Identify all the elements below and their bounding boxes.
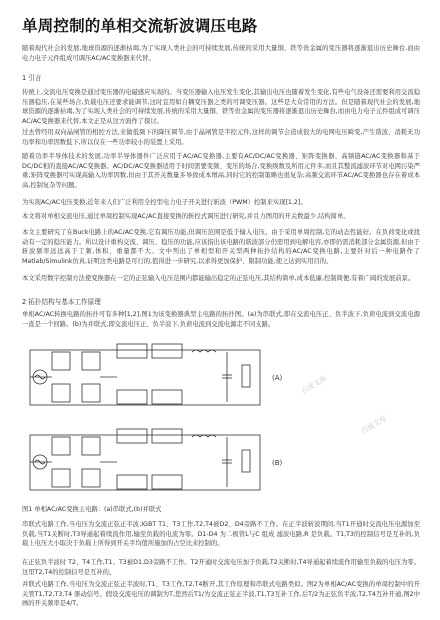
circuit-diagram (22, 330, 282, 500)
circuit-figure (22, 330, 282, 500)
paragraph-parallel-operation: 并联式电路工作,当电压为交流正弦正半波时,T1、T3工作,T2,T4断开,其工作原理和串联式电路类似。图2为单相AC/AC变换的单周控制中的开关管T1,T2,T3,T4 驱动信号。假设交流电压的调制为T,您然后T1/为交流正弦正半波,T1,T3互补工作,后T/2为正弦负半波,T2,T4互补开通,图2中画的开关频率是4/T。 (22, 581, 420, 608)
paragraph-intro-2: 过去曾经用双向晶闸管的相控方法,来做低频下的降压调节,由于晶闸管是半控元件,这样的调节会造成很大的电网电压畸变,产生谐波、消耗无功功率和功率因数低下,所以仅在一些功率较小的装置上采用。 (22, 129, 420, 146)
figure-caption: 图1 单相AC/AC变换主电路：(a)串联式,(b)并联式 (22, 506, 162, 513)
paragraph-topology-1: 单相AC/AC转换电路的拓扑可有多种[1,2],图1为该变换器典型主电路的拓扑图。(a)为串联式,即在交流电压正、负半波下,负荷电流到交流电源一直是一个回路。(b)为并联式,即交流电压正、负半波下,负荷电流到交流电源走不同支路。 (22, 311, 420, 328)
section-heading-intro: 1 引言 (22, 74, 42, 82)
paragraph-intro-1: 传统上,交流电压变换是通过变压器的电磁感应实现的。当变压器输入电压发生变化,其输出电压也随着发生变化,有些电气设备还需要利用交流稳压器稳压,在某些场合,负载电压还要求能调节,这时宜用如自耦变压器之类的可调变压器。这些是大众常用的方法。但是随着现代社会的发展,地球资源的逐渐枯竭,为了实现人类社会的可持续发展,传统的采用大量铜、铁等贵金属的变压器将逐渐退出历史舞台,而由电力电子元件组成可调压AC/AC变换器来代替,本文正是从这方面作了探讨。 (22, 89, 420, 125)
watermark-1: 百度文库 (299, 374, 329, 396)
paragraph-intro-4: 为实现AC/AC电压变换,近年来人们广泛利用全控型电力电子开关进行斩波（PWM）控制来实现[1,2]。 (22, 199, 307, 206)
paragraph-intro-7: 本文采用数字控制方法使变换器在一定的正弦输入电压范围内都能输出稳定的正弦电压,其结构简单,成本低廉,控制简便,有着广阔的发展前景。 (22, 275, 415, 282)
circuit-b-label: (B) (272, 459, 282, 467)
paragraph-series-operation: 串联式电路工作,当电压为交流正弦正半波,IGBT T1、T3工作,T2,T4被D2、D4旁路不工作。在正半波斩波期间,当T1开通时交流电压电源加至负载,当T1关断时,T3导通起着续流作用,输至负载的电流为零。D1-D4 为二极管L与C 组成 滤波电路,R 是负载。T1,T3的控制信号是互补的,负载上电压大小取决于负载上所得到开关平均值所施加的占空比来控制的。 (22, 521, 420, 548)
paragraph-negative-half: 在正弦负半波时 T2、T4工作,T1、T3被D1,D3旁路不工作。T2开通时交流电压加于负载,T2关断时,T4导通起着续流作用输至负载的电压为零。这里T2,T4的控制信号是互补的。 (22, 559, 420, 576)
paragraph-intro-6: 本文主要研究了在Buck电路上的AC/AC变换,它有调压功能,但调压范围是低于输入电压。由于采用单周控制,它的动态性能好。在负荷变化或扰动有一定的稳压能力。所以设计重构交流、调压、稳压的功能,应该指出该电路的谐波部分仍需用到电解电容,亦即仍需消耗部分金属资源,但由于斩波频率远远高于工频,体积、重量都不大。文中列出了单相型和开关型两种拓扑结构的AC/AC变换电路,主要针对后一种电路作了Matlab/Simulink仿真,证明这类电路是可行的,值得进一步研究,以求得更加保护、限制功能,使之达到实用目的。 (22, 229, 420, 265)
doc-title: 单周控制的单相交流斩波调压电路 (22, 17, 258, 35)
section-heading-topology: 2 拓扑结构与基本工作原理 (22, 298, 101, 306)
paragraph-intro-5: 本文将对单相交流电压,通过单周控制实现AC/AC直接变换的斩控式调压进行研究,并且力图用的开关数最少,结构简单。 (22, 213, 350, 220)
circuit-a-label: (A) (272, 374, 282, 382)
abstract-paragraph: 随着现代社会的发展,地球资源的逐渐枯竭,为了实现人类社会的可持续发展,传统的采用大量铜、铁等贵金属的变压器将逐渐退出历史舞台,而由电力电子元件组成可调压AC/AC变换器来代替。 (22, 45, 420, 62)
watermark-2: 百度文库 (359, 414, 389, 436)
paragraph-intro-3: 随着功率半导体技术的发展,功率半导体器件广泛应用于AC/AC变换器,主要有AC/DC/AC变换器、矩阵变换器、高频链AC/AC变换器和基于DC/DC相的直接AC/AC变换器。AC/DC/AC变换器适用于时间需要变频、变压的场合,变换级数及所用元件多,而且其整流滤波环节对电网污染严重;矩阵变换器可实现高输入功率因数,但由于其开关数量多导致成本增高,同时它的控制策略也很复杂;高频交流环节AC/AC变换器也存在着成本高,控制复杂等问题。 (22, 153, 420, 189)
